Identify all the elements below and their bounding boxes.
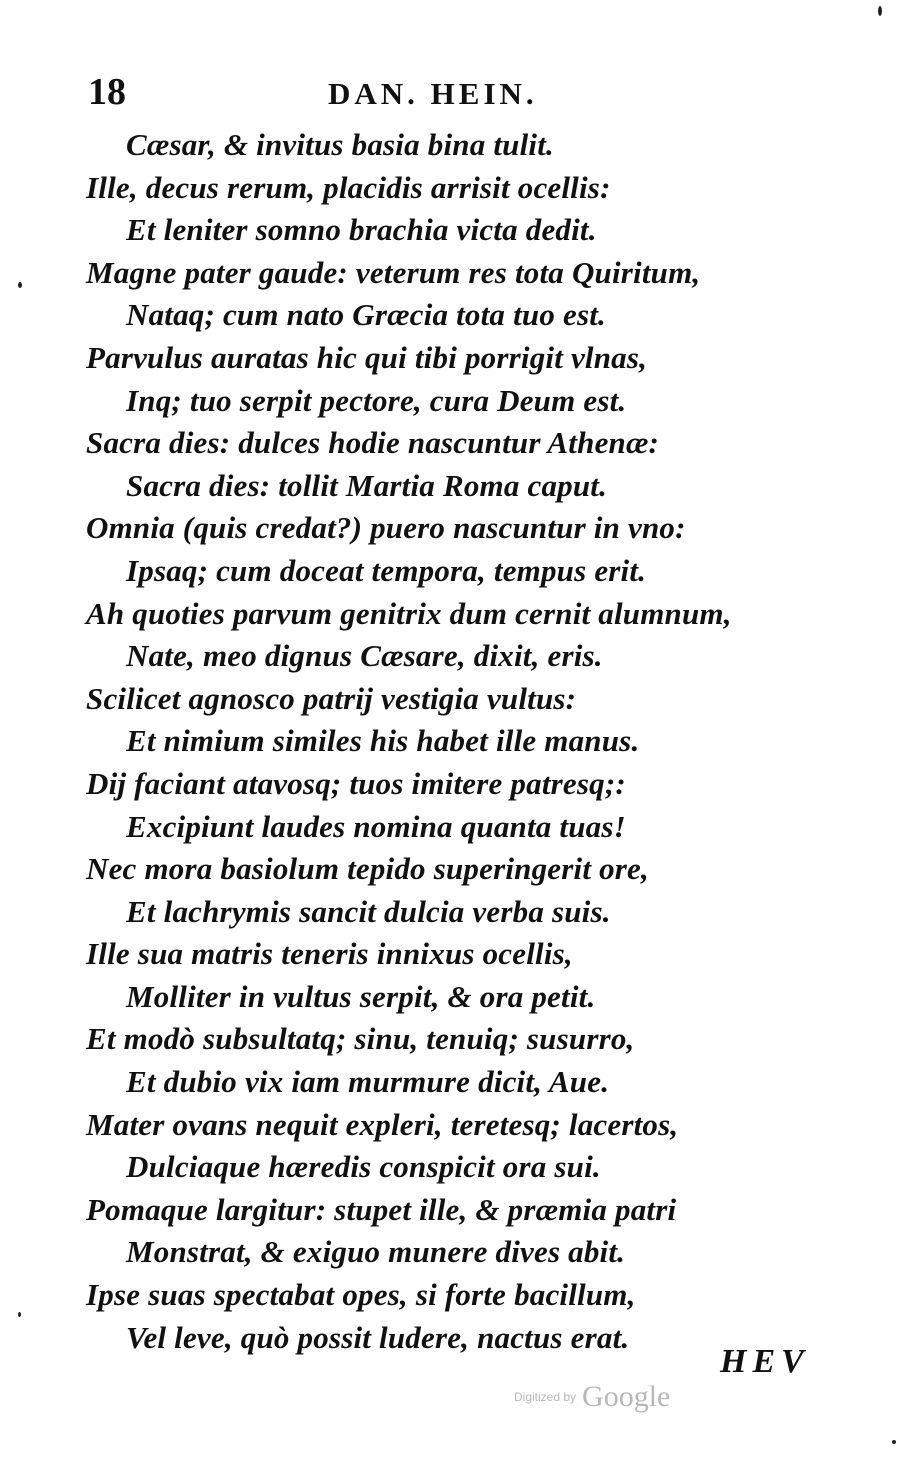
poem-line: Dij faciant atavosq; tuos imitere patresq;: (86, 765, 626, 801)
poem-line: Cæsar, & invitus basia bina tulit. (126, 127, 555, 162)
page-header (88, 72, 588, 112)
poem-line: Pomaque largitur: stupet ille, & præmia patri (86, 1191, 677, 1227)
watermark-prefix: Digitized by (514, 1390, 577, 1404)
poem-line: Et modò subsultatq; sinu, tenuiq; susurro, (86, 1021, 635, 1057)
poem-line: Mater ovans nequit expleri, teretesq; lacertos, (86, 1106, 679, 1142)
poem-line: Inq; tuo serpit pectore, cura Deum est. (126, 382, 627, 418)
poem-line: Monstrat, & exiguo munere dives abit. (126, 1234, 626, 1270)
poem-line: Sacra dies: tollit Martia Roma caput. (126, 467, 608, 503)
poem-line: Nataq; cum nato Græcia tota tuo est. (126, 297, 606, 333)
watermark-brand: Google (582, 1380, 671, 1413)
poem-line: Ille, decus rerum, placidis arrisit ocellis: (86, 169, 611, 205)
poem-line: Molliter in vultus serpit, & ora petit. (126, 978, 596, 1014)
poem-line: Nate, meo dignus Cæsare, dixit, eris. (126, 638, 603, 674)
poem-line: Magne pater gaude: veterum res tota Quiritum, (86, 254, 701, 290)
poem-line: Ille sua matris teneris innixus ocellis, (86, 936, 573, 972)
poem-line: Dulciaque hæredis conspicit ora sui. (126, 1149, 601, 1185)
scan-speck (878, 6, 882, 16)
poem-line: Scilicet agnosco patrij vestigia vultus: (86, 680, 577, 716)
running-head: DAN. HEIN. (328, 76, 538, 111)
scan-speck (18, 1312, 21, 1317)
poem-line: Et nimium similes his habet ille manus. (126, 723, 640, 759)
poem-line: Parvulus auratas hic qui tibi porrigit vlnas, (86, 339, 648, 375)
scan-speck (18, 282, 22, 288)
poem-line: Et lachrymis sancit dulcia verba suis. (126, 893, 611, 929)
poem-line: Vel leve, quò possit ludere, nactus erat. (126, 1319, 630, 1355)
scan-speck (892, 1440, 896, 1444)
poem-line: Et leniter somno brachia victa dedit. (126, 212, 597, 248)
poem-line: Ipse suas spectabat opes, si forte bacillum, (86, 1277, 636, 1313)
catchword: HEV (720, 1343, 810, 1380)
poem-line: Ipsaq; cum doceat tempora, tempus erit. (126, 552, 647, 588)
poem-line: Nec mora basiolum tepido superingerit ore, (86, 851, 649, 887)
poem-line: Ah quoties parvum genitrix dum cernit alumnum, (86, 595, 732, 631)
poem-line: Sacra dies: dulces hodie nascuntur Athenæ: (86, 425, 660, 461)
poem-line: Omnia (quis credat?) puero nascuntur in vno: (86, 510, 686, 546)
poem-line: Excipiunt laudes nomina quanta tuas! (126, 808, 626, 844)
digitized-watermark (514, 1380, 670, 1414)
page-number: 18 (88, 71, 126, 113)
poem-text (86, 124, 806, 1359)
poem-line: Et dubio vix iam murmure dicit, Aue. (126, 1064, 610, 1100)
